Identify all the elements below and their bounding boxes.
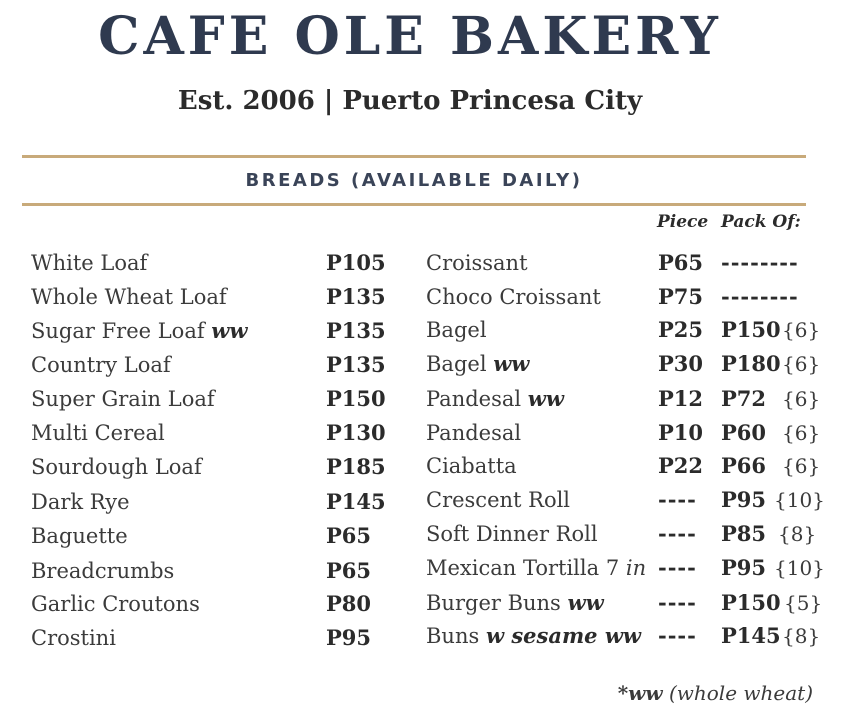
item-name: Crostini xyxy=(31,626,116,650)
item-pack-price: -------- xyxy=(721,284,799,309)
item-pack-qty: {6} xyxy=(782,318,821,342)
item-piece-price: ---- xyxy=(658,555,697,580)
menu-item-left xyxy=(31,623,391,653)
item-name: Croissant xyxy=(426,251,528,275)
item-name xyxy=(31,316,247,346)
menu-item-right xyxy=(426,485,826,515)
menu-item-right xyxy=(426,384,826,414)
item-pack-qty: {5} xyxy=(784,591,823,615)
whole-wheat-mark: ww xyxy=(493,351,530,376)
item-name: Country Loaf xyxy=(31,353,171,377)
item-piece-price: P25 xyxy=(658,317,704,342)
menu-item-left xyxy=(31,452,391,482)
item-pack-qty: {6} xyxy=(782,387,821,411)
item-name: Choco Croissant xyxy=(426,285,601,309)
whole-wheat-mark: w xyxy=(485,623,505,648)
menu-item-left xyxy=(31,384,391,414)
item-pack-price: -------- xyxy=(721,250,799,275)
item-name-unit: in xyxy=(625,556,647,580)
item-price: P185 xyxy=(326,454,386,479)
item-pack-qty: {10} xyxy=(774,488,825,512)
item-name-suffix: sesame ww xyxy=(504,623,641,648)
menu-item-right xyxy=(426,588,826,618)
item-pack-qty: {8} xyxy=(778,522,817,546)
whole-wheat-mark: ww xyxy=(567,590,604,615)
menu-item-left xyxy=(31,418,391,448)
bakery-title: CAFE OLE BAKERY xyxy=(98,6,722,67)
item-name-text: Sugar Free Loaf xyxy=(31,319,212,343)
item-price: P130 xyxy=(326,420,386,445)
item-pack-price: P180 xyxy=(721,351,781,376)
menu-item-right xyxy=(426,451,826,481)
menu-item-left xyxy=(31,282,391,312)
footnote-mark: *ww xyxy=(617,681,663,705)
item-pack-price: P66 xyxy=(721,453,767,478)
item-price: P150 xyxy=(326,386,386,411)
menu-item-right xyxy=(426,349,826,379)
item-price: P135 xyxy=(326,318,386,343)
bakery-subtitle: Est. 2006 | Puerto Princesa City xyxy=(177,86,643,116)
item-piece-price: ---- xyxy=(658,590,697,615)
item-name-text: Bagel xyxy=(426,352,494,376)
item-pack-price: P72 xyxy=(721,386,767,411)
item-pack-qty: {10} xyxy=(774,556,825,580)
item-name: Garlic Croutons xyxy=(31,592,200,616)
item-pack-price: P95 xyxy=(721,555,767,580)
item-name xyxy=(426,349,529,379)
item-pack-price: P60 xyxy=(721,420,767,445)
item-name: Multi Cereal xyxy=(31,421,165,445)
item-price: P95 xyxy=(326,625,372,650)
item-price: P105 xyxy=(326,250,386,275)
item-name-text: Pandesal xyxy=(426,387,528,411)
item-name: Bagel xyxy=(426,318,487,342)
item-name: White Loaf xyxy=(31,251,148,275)
item-name: Whole Wheat Loaf xyxy=(31,285,227,309)
item-piece-price: P12 xyxy=(658,386,704,411)
menu-item-left xyxy=(31,350,391,380)
footnote-text: (whole wheat) xyxy=(662,681,813,705)
item-piece-price: ---- xyxy=(658,623,697,648)
item-pack-qty: {6} xyxy=(782,421,821,445)
menu-item-left xyxy=(31,316,391,346)
menu-item-right xyxy=(426,282,826,312)
item-name-text: Burger Buns xyxy=(426,591,568,615)
menu-item-left xyxy=(31,521,391,551)
menu-item-right xyxy=(426,315,826,345)
item-price: P65 xyxy=(326,558,372,583)
menu-item-left xyxy=(31,487,391,517)
menu-item-left xyxy=(31,556,391,586)
item-pack-qty: {8} xyxy=(782,624,821,648)
divider-top xyxy=(22,155,806,158)
menu-item-right xyxy=(426,418,826,448)
item-piece-price: ---- xyxy=(658,521,697,546)
item-pack-price: P95 xyxy=(721,487,767,512)
menu-item-right xyxy=(426,621,826,651)
item-name: Soft Dinner Roll xyxy=(426,522,598,546)
menu-item-right xyxy=(426,248,826,278)
footnote xyxy=(618,681,813,705)
item-name: Crescent Roll xyxy=(426,488,571,512)
item-price: P145 xyxy=(326,489,386,514)
item-name: Breadcrumbs xyxy=(31,559,175,583)
item-name: Ciabatta xyxy=(426,454,517,478)
whole-wheat-mark: ww xyxy=(211,318,248,343)
item-pack-price: P150 xyxy=(721,590,781,615)
item-pack-price: P85 xyxy=(721,521,767,546)
item-piece-price: P30 xyxy=(658,351,704,376)
item-name: Pandesal xyxy=(426,421,522,445)
item-price: P135 xyxy=(326,352,386,377)
item-name: Sourdough Loaf xyxy=(31,455,202,479)
item-piece-price: P65 xyxy=(658,250,704,275)
item-piece-price: P22 xyxy=(658,453,704,478)
item-piece-price: ---- xyxy=(658,487,697,512)
section-title: BREADS (AVAILABLE DAILY) xyxy=(245,170,583,191)
menu-item-left xyxy=(31,589,391,619)
column-header-piece: Piece xyxy=(657,212,709,232)
item-name xyxy=(426,384,564,414)
item-name-text: Buns xyxy=(426,624,486,648)
item-name-text: Mexican Tortilla 7 xyxy=(426,556,626,580)
item-piece-price: P10 xyxy=(658,420,704,445)
whole-wheat-mark: ww xyxy=(527,386,564,411)
item-pack-price: P145 xyxy=(721,623,781,648)
item-price: P80 xyxy=(326,591,372,616)
item-pack-qty: {6} xyxy=(782,352,821,376)
item-price: P65 xyxy=(326,523,372,548)
item-name xyxy=(426,621,641,651)
item-name xyxy=(426,553,646,583)
item-name: Super Grain Loaf xyxy=(31,387,215,411)
item-name: Dark Rye xyxy=(31,490,130,514)
item-price: P135 xyxy=(326,284,386,309)
menu-item-right xyxy=(426,519,826,549)
menu-item-left xyxy=(31,248,391,278)
item-name xyxy=(426,588,604,618)
menu-item-right xyxy=(426,553,826,583)
divider-bottom xyxy=(22,203,806,206)
column-header-pack: Pack Of: xyxy=(721,212,801,232)
item-pack-qty: {6} xyxy=(782,454,821,478)
item-pack-price: P150 xyxy=(721,317,781,342)
item-piece-price: P75 xyxy=(658,284,704,309)
item-name: Baguette xyxy=(31,524,128,548)
